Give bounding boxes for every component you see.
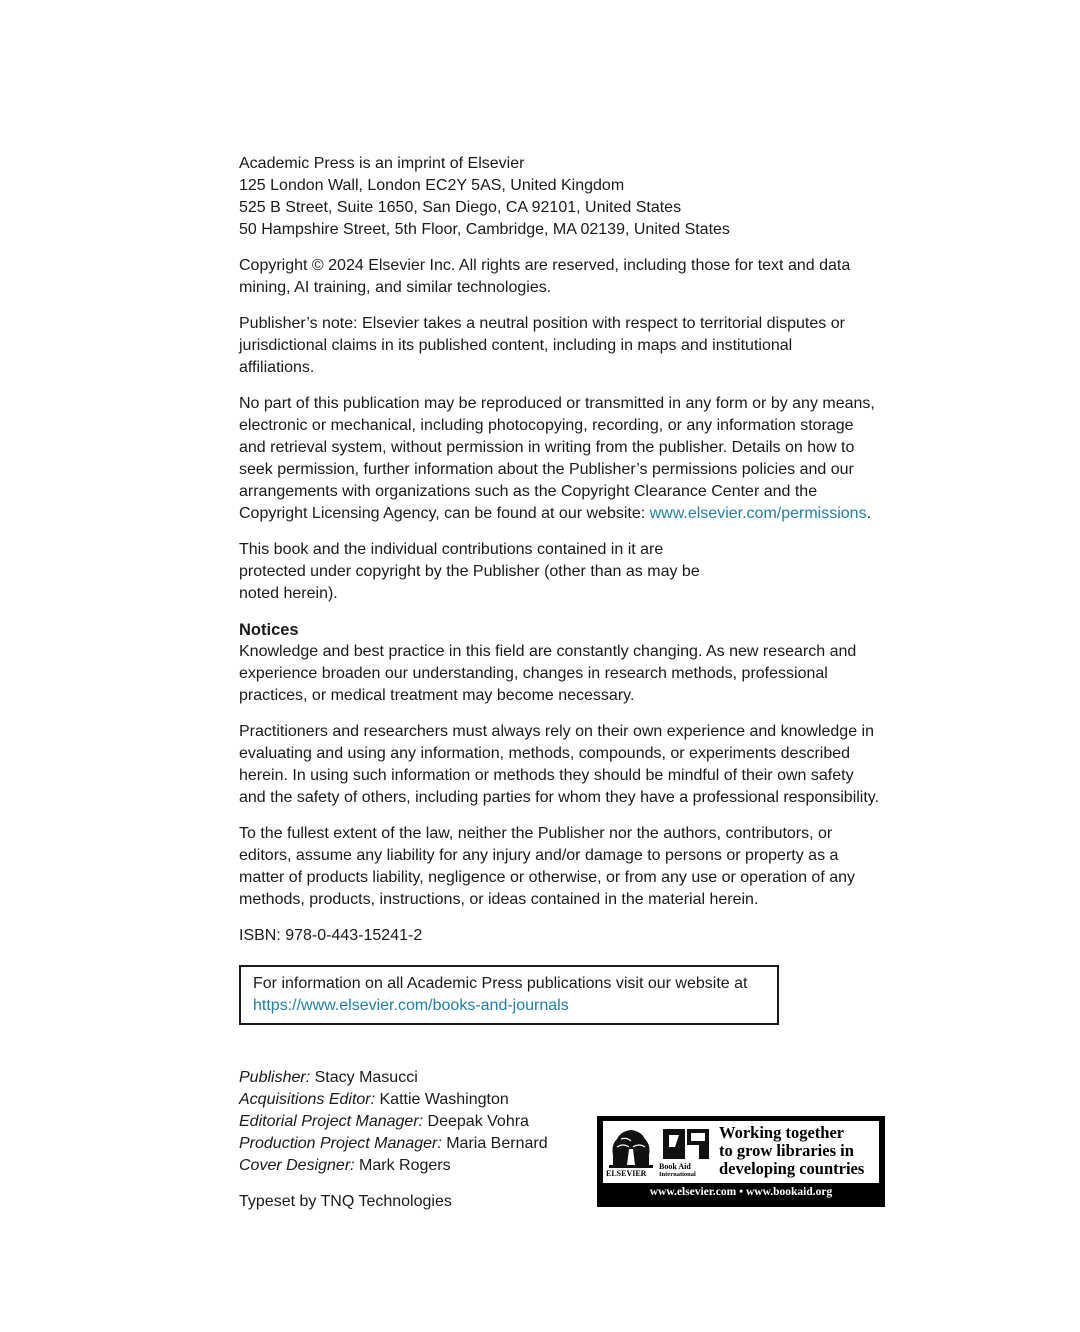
- elsevier-wordmark: ELSEVIER: [606, 1169, 647, 1178]
- protected-line: protected under copyright by the Publisher (other than as may be: [239, 563, 700, 580]
- bookaid-urls: www.elsevier.com • www.bookaid.org: [649, 1186, 833, 1198]
- bookaid-name: Book Aid: [659, 1162, 691, 1171]
- notices-line: To the fullest extent of the law, neither the Publisher nor the authors, contributors, or: [239, 825, 833, 842]
- elsevier-bookaid-logo: [597, 1116, 885, 1207]
- info-box: [239, 965, 779, 1025]
- notices-line: practices, or medical treatment may become necessary.: [239, 687, 635, 704]
- credit-name: Maria Bernard: [441, 1135, 548, 1152]
- credit-role: Editorial Project Manager:: [239, 1113, 424, 1130]
- typeset-credit: Typeset by TNQ Technologies: [239, 1193, 452, 1210]
- credit-publisher: [239, 1067, 899, 1089]
- notice-line: electronic or mechanical, including photocopying, recording, or any information storage: [239, 417, 854, 434]
- notice-line: No part of this publication may be reproduced or transmitted in any form or by any means,: [239, 395, 875, 412]
- publishers-note: [239, 313, 899, 379]
- publisher-address: [239, 153, 899, 241]
- notices-line: methods, products, instructions, or ideas contained in the material herein.: [239, 891, 759, 908]
- copyright-page: [239, 153, 899, 1213]
- notice-line: and retrieval system, without permission in writing from the publisher. Details on how to: [239, 439, 855, 456]
- notice-line-suffix: .: [866, 505, 872, 522]
- notice-line: arrangements with organizations such as the Copyright Clearance Center and the: [239, 483, 818, 500]
- notices-line: editors, assume any liability for any injury and/or damage to persons or property as a: [239, 847, 839, 864]
- logo-panel: [603, 1121, 879, 1183]
- notices-line: and the safety of others, including parties for whom they have a professional responsibility.: [239, 789, 880, 806]
- protected-line: noted herein).: [239, 585, 338, 602]
- credit-name: Stacy Masucci: [310, 1069, 418, 1086]
- copyright-line: mining, AI training, and similar technologies.: [239, 279, 552, 296]
- bookaid-wordmark: [659, 1163, 696, 1179]
- notices-line: evaluating and using any information, methods, compounds, or experiments described: [239, 745, 851, 762]
- credit-name: Deepak Vohra: [423, 1113, 529, 1130]
- reproduction-notice: [239, 393, 899, 525]
- notice-line: seek permission, further information about the Publisher’s permissions policies and our: [239, 461, 854, 478]
- notices-line: Knowledge and best practice in this field are constantly changing. As new research and: [239, 643, 857, 660]
- credit-name: Mark Rogers: [354, 1157, 451, 1174]
- tagline-line: Working together: [719, 1123, 845, 1142]
- note-line: affiliations.: [239, 359, 315, 376]
- credit-role: Acquisitions Editor:: [239, 1091, 376, 1108]
- notices-line: Practitioners and researchers must always rely on their own experience and knowledge in: [239, 723, 874, 740]
- notices-paragraph-3: [239, 823, 899, 911]
- note-line: jurisdictional claims in its published content, including in maps and institutional: [239, 337, 793, 354]
- protected-statement: [239, 539, 899, 605]
- copyright-statement: [239, 255, 899, 299]
- info-box-text: For information on all Academic Press publications visit our website at: [253, 975, 748, 992]
- protected-line: This book and the individual contributions contained in it are: [239, 541, 664, 558]
- bookaid-tagline: [719, 1124, 881, 1178]
- address-line: 525 B Street, Suite 1650, San Diego, CA 92101, United States: [239, 199, 682, 216]
- books-journals-link[interactable]: https://www.elsevier.com/books-and-journals: [253, 997, 569, 1014]
- notices-line: herein. In using such information or methods they should be mindful of their own safety: [239, 767, 854, 784]
- address-line: 50 Hampshire Street, 5th Floor, Cambridge, MA 02139, United States: [239, 221, 730, 238]
- tagline-line: developing countries: [719, 1159, 865, 1178]
- copyright-line: Copyright © 2024 Elsevier Inc. All rights are reserved, including those for text and data: [239, 257, 851, 274]
- notice-line-with-link: [239, 503, 899, 525]
- address-line: 125 London Wall, London EC2Y 5AS, United Kingdom: [239, 177, 625, 194]
- notice-line-prefix: Copyright Licensing Agency, can be found at our website:: [239, 505, 650, 522]
- credit-acquisitions-editor: [239, 1089, 899, 1111]
- tagline-line: to grow libraries in: [719, 1141, 854, 1160]
- credit-role: Publisher:: [239, 1069, 311, 1086]
- notices-paragraph-1: [239, 641, 899, 707]
- isbn: ISBN: 978-0-443-15241-2: [239, 927, 423, 944]
- credit-role: Production Project Manager:: [239, 1135, 442, 1152]
- notices-line: experience broaden our understanding, changes in research methods, professional: [239, 665, 828, 682]
- note-line: Publisher’s note: Elsevier takes a neutral position with respect to territorial disputes or: [239, 315, 845, 332]
- bookaid-subname: International: [659, 1171, 696, 1178]
- notices-paragraph-2: [239, 721, 899, 809]
- credit-name: Kattie Washington: [375, 1091, 509, 1108]
- address-line: Academic Press is an imprint of Elsevier: [239, 155, 525, 172]
- permissions-link[interactable]: www.elsevier.com/permissions: [649, 505, 867, 522]
- credit-role: Cover Designer:: [239, 1157, 355, 1174]
- notices-line: matter of products liability, negligence or otherwise, or from any use or operation of any: [239, 869, 856, 886]
- notices-heading: Notices: [239, 621, 299, 639]
